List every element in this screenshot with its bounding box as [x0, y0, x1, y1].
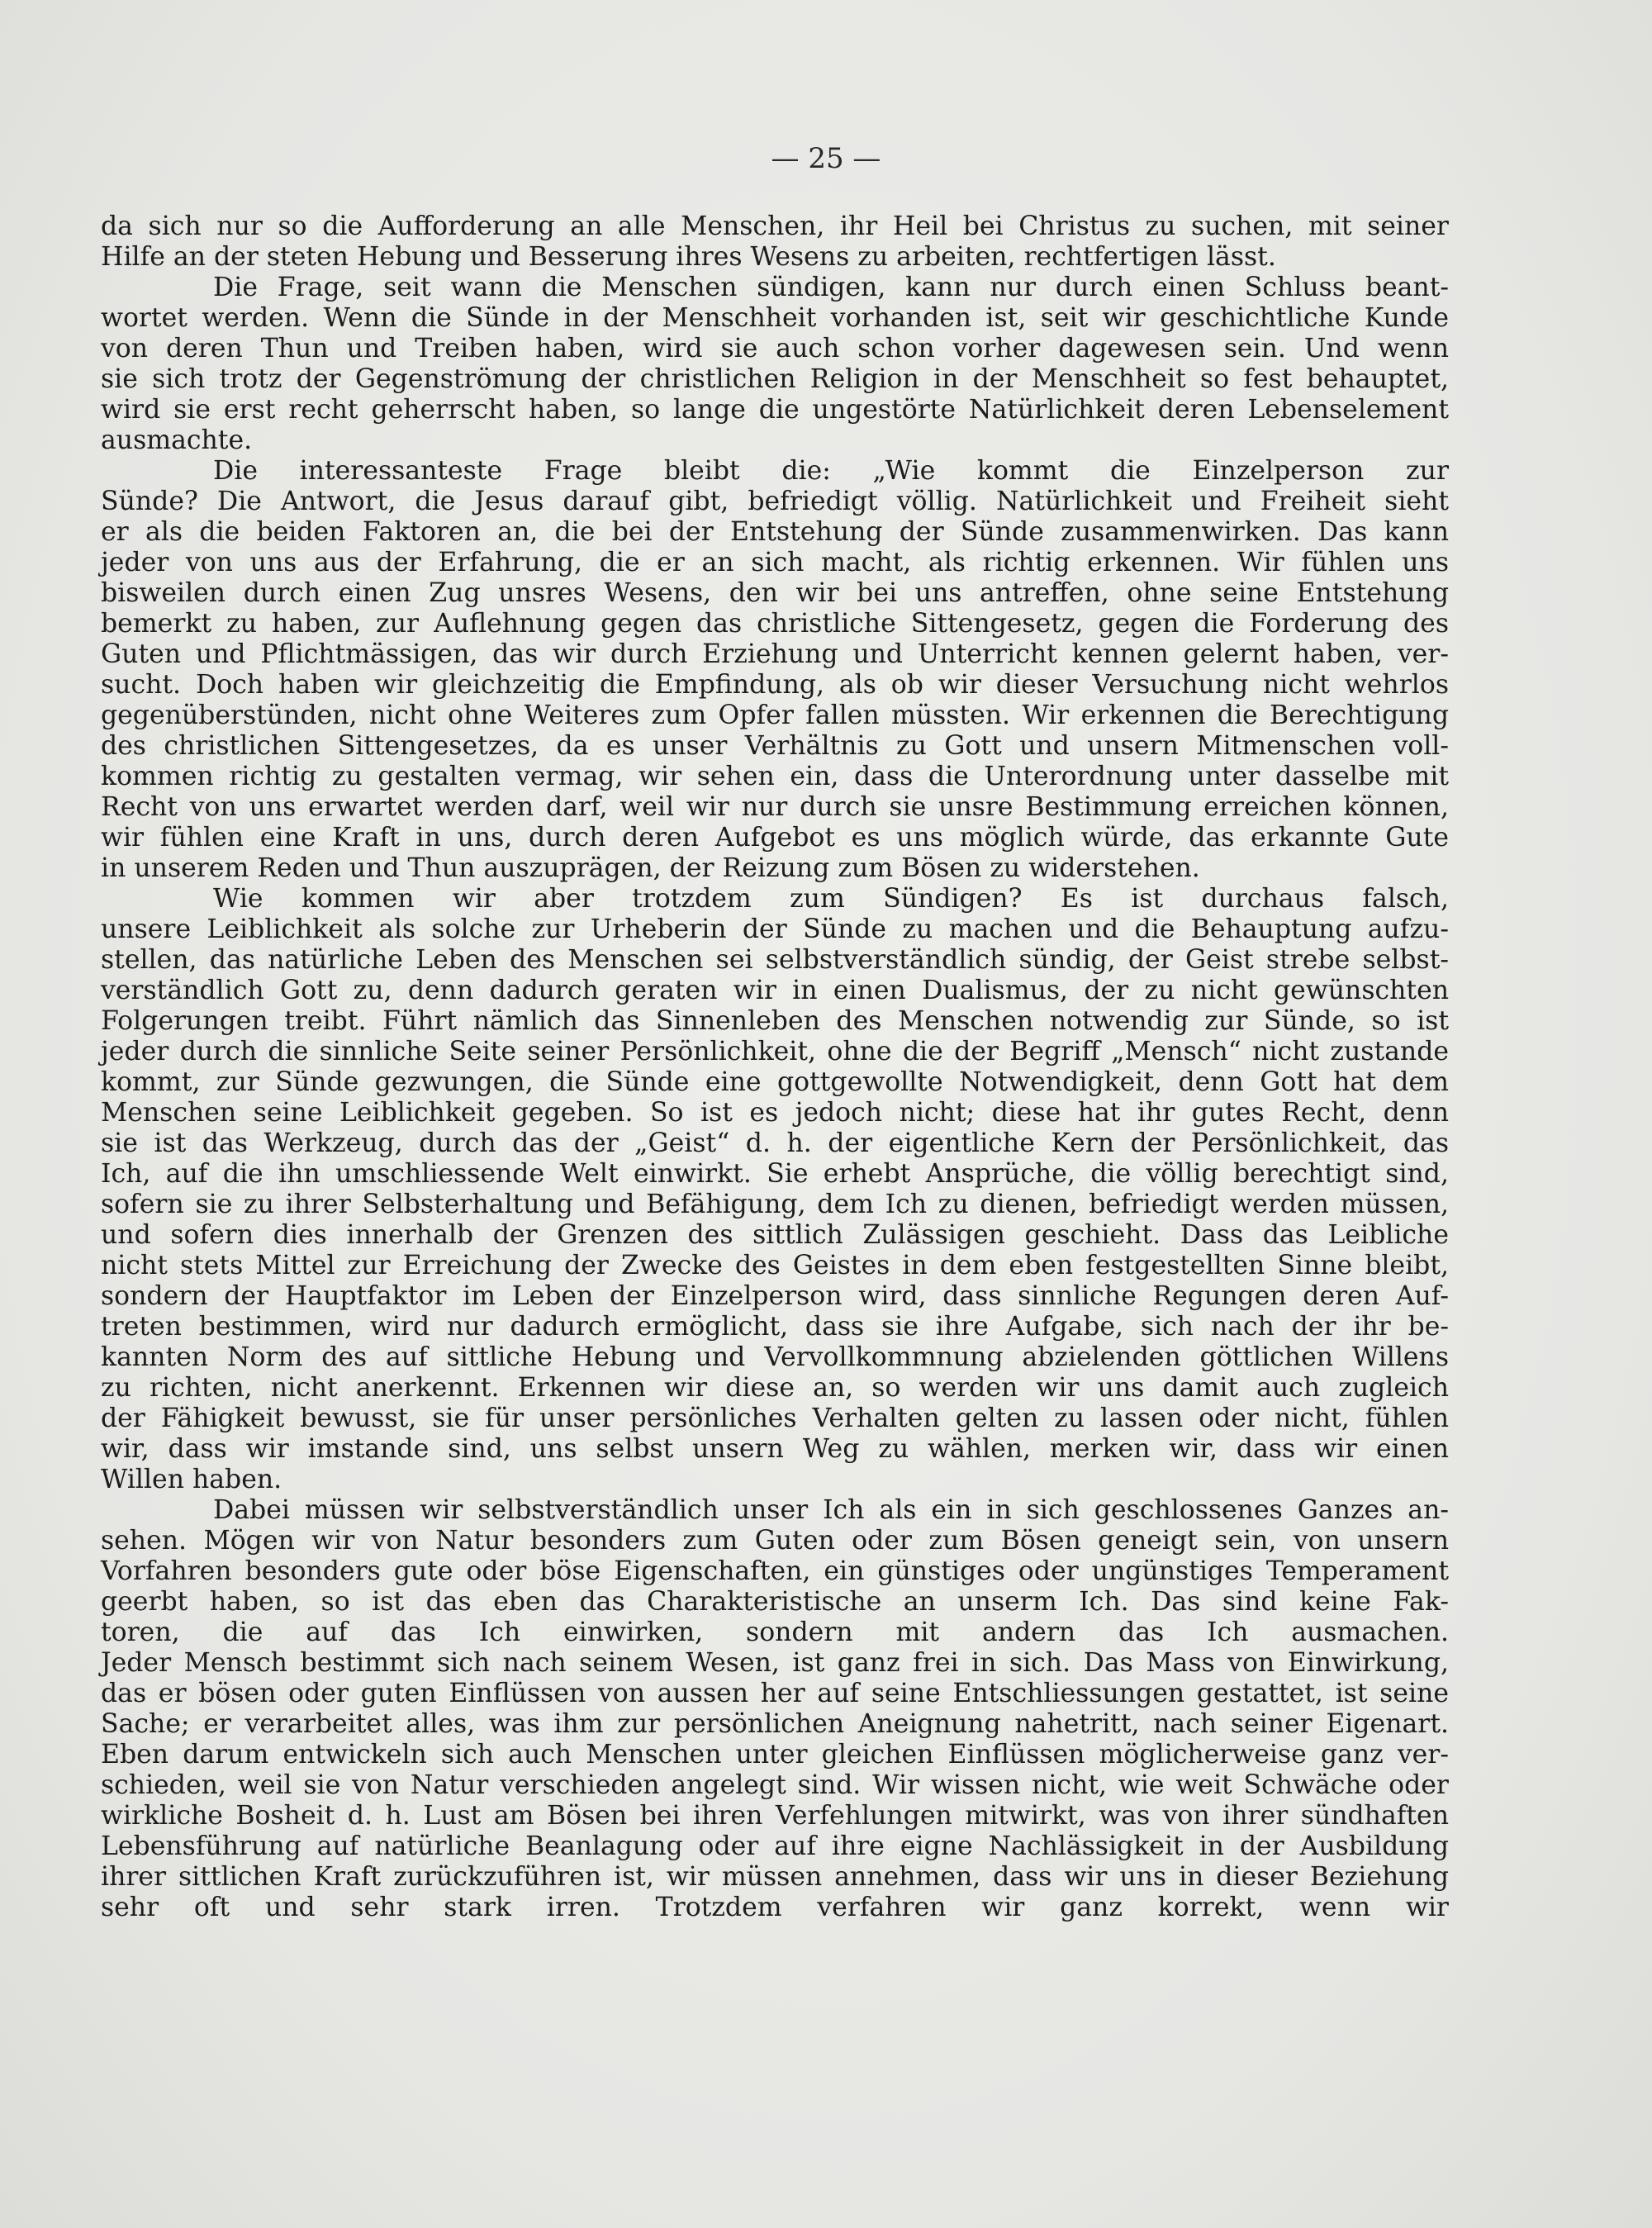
text-line: Vorfahren besonders gute oder böse Eigenschaften, ein günstiges oder ungünstiges Temperament — [101, 1556, 1449, 1586]
text-line: sofern sie zu ihrer Selbsterhaltung und Befähigung, dem Ich zu dienen, befriedigt werden müssen, — [101, 1190, 1449, 1219]
text-line: toren, die auf das Ich einwirken, sondern mit andern das Ich ausmachen. — [101, 1618, 1449, 1647]
text-line: Menschen seine Leiblichkeit gegeben. So ist es jedoch nicht; diese hat ihr gutes Recht, denn — [101, 1098, 1449, 1128]
paragraph-p5 — [101, 1495, 1449, 1923]
paragraph-p3 — [101, 456, 1449, 884]
text-line: da sich nur so die Aufforderung an alle Menschen, ihr Heil bei Christus zu suchen, mit seiner — [101, 211, 1449, 241]
text-line: Willen haben. — [101, 1465, 282, 1494]
text-line: Wie kommen wir aber trotzdem zum Sündigen? Es ist durchaus falsch, — [213, 884, 1449, 914]
text-line: des christlichen Sittengesetzes, da es unser Verhältnis zu Gott und unsern Mitmenschen voll- — [101, 731, 1449, 761]
text-line: jeder von uns aus der Erfahrung, die er an sich macht, als richtig erkennen. Wir fühlen uns — [101, 548, 1449, 577]
page-number: — 25 — — [771, 142, 881, 175]
text-line: das er bösen oder guten Einflüssen von aussen her auf seine Entschliessungen gestattet, ist seine — [101, 1679, 1449, 1708]
text-line: wir fühlen eine Kraft in uns, durch deren Aufgebot es uns möglich würde, das erkannte Gute — [101, 823, 1449, 853]
text-line: zu richten, nicht anerkennt. Erkennen wir diese an, so werden wir uns damit auch zugleich — [101, 1373, 1449, 1403]
text-line: Folgerungen treibt. Führt nämlich das Sinnenleben des Menschen notwendig zur Sünde, so ist — [101, 1006, 1449, 1036]
text-line: stellen, das natürliche Leben des Menschen sei selbstverständlich sündig, der Geist strebe selbst- — [101, 945, 1449, 975]
text-line: treten bestimmen, wird nur dadurch ermöglicht, dass sie ihre Aufgabe, sich nach der ihr be- — [101, 1312, 1449, 1342]
text-line: Hilfe an der steten Hebung und Besserung ihres Wesens zu arbeiten, rechtfertigen lässt. — [101, 242, 1276, 272]
text-line: gegenüberstünden, nicht ohne Weiteres zum Opfer fallen müssten. Wir erkennen die Berechtigung — [101, 701, 1449, 730]
text-line: Eben darum entwickeln sich auch Menschen unter gleichen Einflüssen möglicherweise ganz ver- — [101, 1740, 1449, 1770]
text-line: verständlich Gott zu, denn dadurch geraten wir in einen Dualismus, der zu nicht gewünschten — [101, 976, 1449, 1005]
text-line: in unserem Reden und Thun auszuprägen, der Reizung zum Bösen zu widerstehen. — [101, 853, 1200, 883]
text-line: geerbt haben, so ist das eben das Charakteristische an unserm Ich. Das sind keine Fak- — [101, 1587, 1449, 1617]
paragraph-p4 — [101, 884, 1449, 1495]
text-line: sondern der Hauptfaktor im Leben der Einzelperson wird, dass sinnliche Regungen deren Auf- — [101, 1281, 1449, 1311]
text-line: Sache; er verarbeitet alles, was ihm zur persönlichen Aneignung nahetritt, nach seiner Eigenart. — [101, 1709, 1449, 1739]
text-line: wirkliche Bosheit d. h. Lust am Bösen bei ihren Verfehlungen mitwirkt, was von ihrer sündhaften — [101, 1801, 1449, 1831]
text-line: schieden, weil sie von Natur verschieden angelegt sind. Wir wissen nicht, wie weit Schwäche oder — [101, 1770, 1449, 1800]
text-line: sie sich trotz der Gegenströmung der christlichen Religion in der Menschheit so fest behauptet, — [101, 364, 1449, 394]
text-line: sucht. Doch haben wir gleichzeitig die Empfindung, als ob wir dieser Versuchung nicht wehrlos — [101, 670, 1449, 700]
text-line: Jeder Mensch bestimmt sich nach seinem Wesen, ist ganz frei in sich. Das Mass von Einwirkung, — [101, 1648, 1449, 1678]
text-line: kommen richtig zu gestalten vermag, wir sehen ein, dass die Unterordnung unter dasselbe mit — [101, 762, 1449, 791]
text-line: ihrer sittlichen Kraft zurückzuführen ist, wir müssen annehmen, dass wir uns in dieser Beziehung — [101, 1862, 1449, 1892]
paragraph-p2 — [101, 273, 1449, 456]
text-line: sehen. Mögen wir von Natur besonders zum Guten oder zum Bösen geneigt sein, von unsern — [101, 1526, 1449, 1556]
text-line: unsere Leiblichkeit als solche zur Urheberin der Sünde zu machen und die Behauptung aufzu- — [101, 914, 1449, 944]
text-line: jeder durch die sinnliche Seite seiner Persönlichkeit, ohne die der Begriff „Mensch“ nicht zustande — [101, 1037, 1449, 1066]
text-line: Ich, auf die ihn umschliessende Welt einwirkt. Sie erhebt Ansprüche, die völlig berechtigt sind, — [101, 1159, 1449, 1189]
text-line: Die Frage, seit wann die Menschen sündigen, kann nur durch einen Schluss beant- — [213, 273, 1449, 302]
text-line: Lebensführung auf natürliche Beanlagung oder auf ihre eigne Nachlässigkeit in der Ausbildung — [101, 1831, 1449, 1861]
text-line: und sofern dies innerhalb der Grenzen des sittlich Zulässigen geschieht. Dass das Leibliche — [101, 1220, 1449, 1250]
text-line: nicht stets Mittel zur Erreichung der Zwecke des Geistes in dem eben festgestellten Sinne bleibt, — [101, 1251, 1449, 1280]
text-line: Recht von uns erwartet werden darf, weil wir nur durch sie unsre Bestimmung erreichen können, — [101, 792, 1449, 822]
text-line: kannten Norm des auf sittliche Hebung und Vervollkommnung abzielenden göttlichen Willens — [101, 1342, 1449, 1372]
text-line: Dabei müssen wir selbstverständlich unser Ich als ein in sich geschlossenes Ganzes an- — [213, 1495, 1449, 1525]
text-line: ausmachte. — [101, 425, 253, 455]
text-line: bisweilen durch einen Zug unsres Wesens, den wir bei uns antreffen, ohne seine Entstehung — [101, 578, 1449, 608]
text-line: er als die beiden Faktoren an, die bei der Entstehung der Sünde zusammenwirken. Das kann — [101, 517, 1449, 547]
paragraph-p1 — [101, 211, 1449, 273]
text-line: Guten und Pflichtmässigen, das wir durch Erziehung und Unterricht kennen gelernt haben, ver- — [101, 639, 1449, 669]
text-line: sehr oft und sehr stark irren. Trotzdem verfahren wir ganz korrekt, wenn wir — [101, 1893, 1449, 1922]
text-line: kommt, zur Sünde gezwungen, die Sünde eine gottgewollte Notwendigkeit, denn Gott hat dem — [101, 1067, 1449, 1097]
text-line: wir, dass wir imstande sind, uns selbst unsern Weg zu wählen, merken wir, dass wir einen — [101, 1434, 1449, 1464]
text-line: sie ist das Werkzeug, durch das der „Geist“ d. h. der eigentliche Kern der Persönlichkeit, das — [101, 1128, 1449, 1158]
text-line: Sünde? Die Antwort, die Jesus darauf gibt, befriedigt völlig. Natürlichkeit und Freiheit sieht — [101, 487, 1449, 516]
text-line: von deren Thun und Treiben haben, wird sie auch schon vorher dagewesen sein. Und wenn — [101, 334, 1449, 363]
text-line: wird sie erst recht geherrscht haben, so lange die ungestörte Natürlichkeit deren Lebenselement — [101, 395, 1449, 425]
body-text — [101, 211, 1449, 1923]
text-line: der Fähigkeit bewusst, sie für unser persönliches Verhalten gelten zu lassen oder nicht, fühlen — [101, 1404, 1449, 1433]
text-line: wortet werden. Wenn die Sünde in der Menschheit vorhanden ist, seit wir geschichtliche Kunde — [101, 303, 1449, 333]
text-line: bemerkt zu haben, zur Auflehnung gegen das christliche Sittengesetz, gegen die Forderung des — [101, 609, 1449, 639]
text-line: Die interessanteste Frage bleibt die: „Wie kommt die Einzelperson zur — [213, 456, 1449, 486]
